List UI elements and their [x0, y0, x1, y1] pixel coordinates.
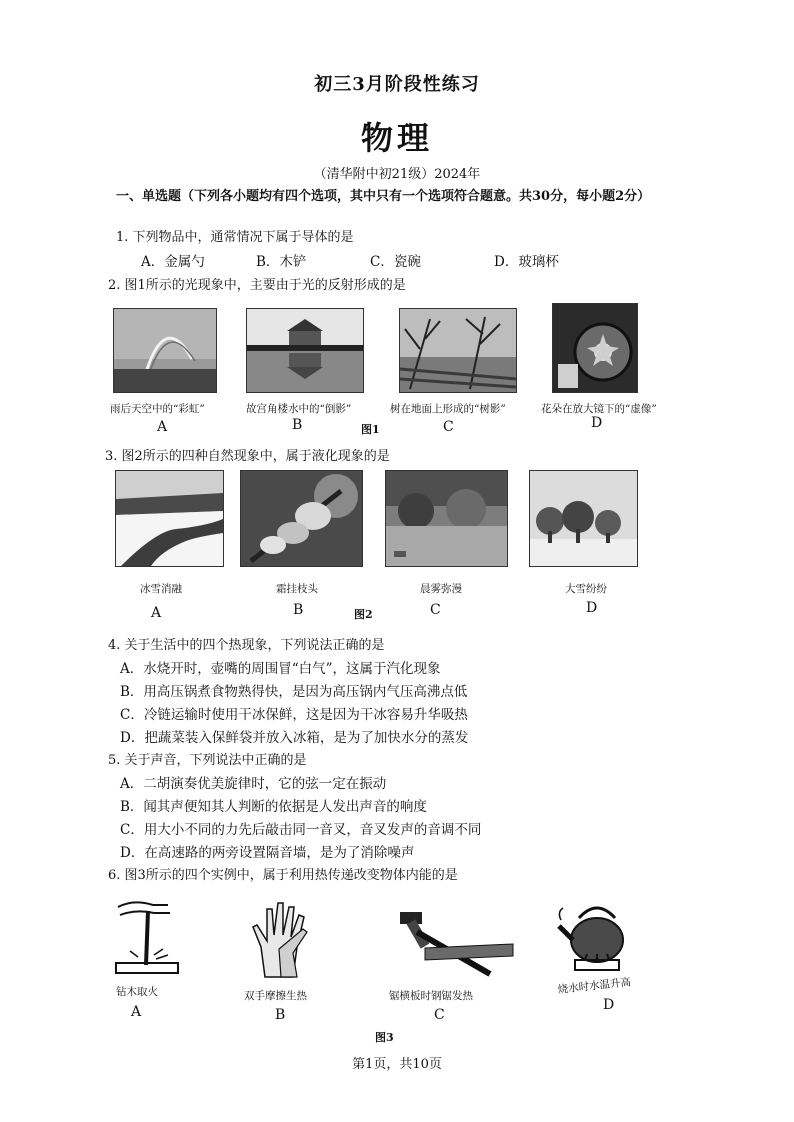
figure-3-caption-b: 双手摩擦生热	[244, 990, 307, 1002]
figure-1-label-b: B	[292, 417, 303, 433]
figure-1-label-a: A	[157, 419, 168, 435]
melting-snow-photo	[115, 470, 224, 567]
drilling-wood-drawing	[108, 897, 188, 977]
palace-reflection-photo	[246, 308, 364, 393]
figure-2-label-b: B	[293, 602, 304, 618]
tree-shadow-photo	[399, 308, 517, 393]
figure-2-label: 图2	[354, 608, 373, 621]
subject-title: 物理	[360, 119, 433, 157]
question-5-option-b: B．闻其声便知其人判断的依据是人发出声音的响度	[120, 799, 427, 815]
question-5-option-c: C．用大小不同的力先后敲击同一音叉，音叉发声的音调不同	[120, 822, 482, 838]
figure-2-label-a: A	[151, 605, 162, 621]
figure-1-label-d: D	[591, 415, 603, 431]
figure-1-caption-b: 故宫角楼水中的“倒影”	[246, 403, 352, 415]
question-2-stem: 2. 图1所示的光现象中，主要由于光的反射形成的是	[108, 278, 406, 293]
question-4-option-a: A．水烧开时，壶嘴的周围冒“白气”，这属于汽化现象	[120, 661, 441, 677]
figure-1-label: 图1	[361, 423, 380, 436]
question-4-stem: 4. 关于生活中的四个热现象，下列说法正确的是	[108, 638, 385, 653]
question-5-stem: 5. 关于声音，下列说法中正确的是	[108, 753, 307, 768]
question-1-option-d: D．玻璃杯	[494, 254, 559, 270]
figure-3-caption-d: 烧水时水温升高	[557, 976, 632, 996]
figure-3-label: 图3	[375, 1031, 394, 1044]
question-5-option-d: D．在高速路的两旁设置隔音墙，是为了消除噪声	[120, 845, 415, 861]
figure-2-caption-a: 冰雪消融	[140, 583, 182, 595]
question-6-stem: 6. 图3所示的四个实例中，属于利用热传递改变物体内能的是	[108, 868, 458, 883]
exam-title: 初三3月阶段性练习	[314, 74, 480, 95]
figure-2-label-c: C	[430, 602, 441, 618]
question-4-option-d: D．把蔬菜装入保鲜袋并放入冰箱，是为了加快水分的蒸发	[120, 730, 469, 746]
figure-1-caption-c: 树在地面上形成的“树影”	[390, 403, 506, 415]
figure-3-label-a: A	[131, 1004, 142, 1020]
figure-2-caption-c: 晨雾弥漫	[420, 583, 462, 595]
figure-3-caption-a: 钻木取火	[116, 986, 158, 998]
question-1-option-a: A．金属勺	[141, 254, 205, 270]
exam-subtitle: （清华附中初21级）2024年	[313, 167, 481, 182]
frost-branch-photo	[240, 470, 363, 567]
question-1-option-c: C．瓷碗	[370, 254, 421, 270]
figure-1-label-c: C	[443, 419, 454, 435]
magnifier-flower-photo	[552, 303, 638, 393]
rubbing-hands-drawing	[247, 897, 319, 979]
figure-3-label-c: C	[434, 1007, 445, 1023]
section-heading: 一、单选题（下列各小题均有四个选项，其中只有一个选项符合题意。共30分，每小题2分）	[116, 189, 651, 204]
figure-1-caption-a: 雨后天空中的“彩虹”	[110, 403, 205, 415]
figure-3-label-b: B	[275, 1007, 286, 1023]
question-1-option-b: B．木铲	[256, 254, 307, 270]
rainbow-photo	[113, 308, 217, 393]
figure-2-label-d: D	[586, 600, 598, 616]
question-4-option-b: B．用高压锅煮食物熟得快，是因为高压锅内气压高沸点低	[120, 684, 468, 700]
figure-2-caption-b: 霜挂枝头	[276, 583, 318, 595]
figure-2-caption-d: 大雪纷纷	[565, 583, 607, 595]
boiling-kettle-drawing	[557, 896, 637, 974]
figure-1-caption-d: 花朵在放大镜下的“虚像”	[541, 403, 657, 415]
question-3-stem: 3. 图2所示的四种自然现象中，属于液化现象的是	[105, 449, 390, 464]
figure-3-label-d: D	[603, 997, 615, 1013]
question-5-option-a: A．二胡演奏优美旋律时，它的弦一定在振动	[120, 776, 387, 792]
question-1-stem: 1. 下列物品中，通常情况下属于导体的是	[116, 230, 354, 245]
heavy-snow-photo	[529, 470, 638, 567]
question-4-option-c: C．冷链运输时使用干冰保鲜，这是因为干冰容易升华吸热	[120, 707, 468, 723]
morning-fog-photo	[385, 470, 508, 567]
sawing-board-drawing	[395, 910, 515, 978]
page-number: 第1页，共10页	[352, 1057, 442, 1072]
figure-3-caption-c: 锯横板时钢锯发热	[389, 990, 473, 1002]
